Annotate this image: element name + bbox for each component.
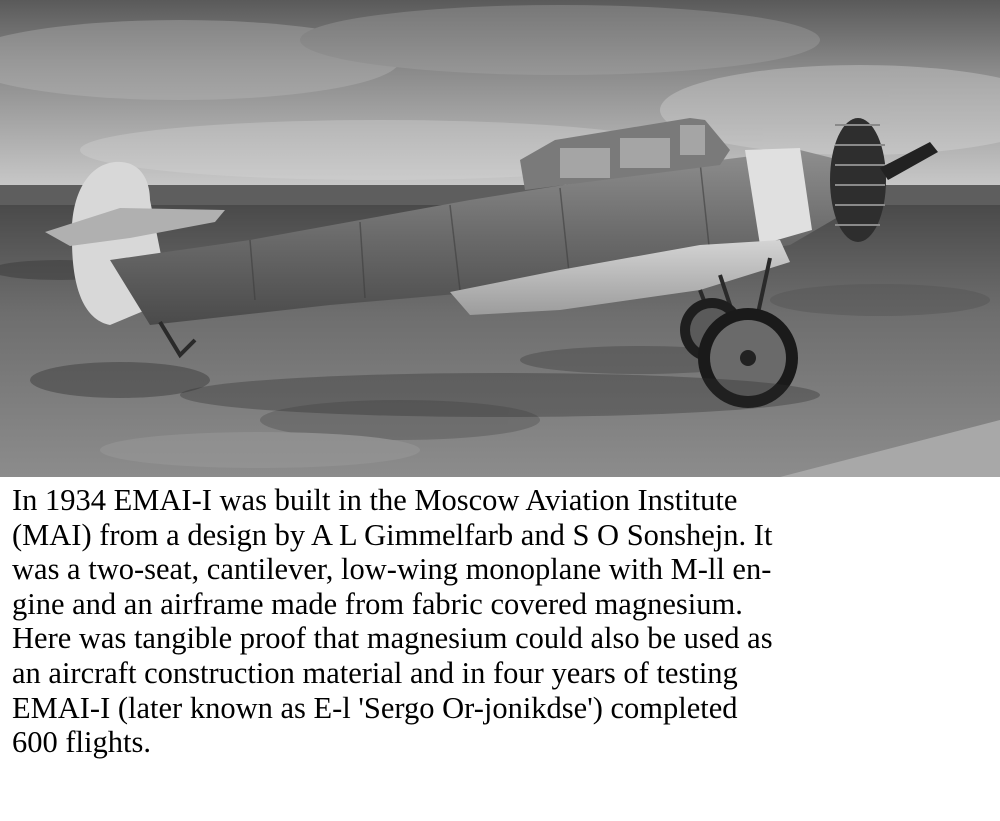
caption-line: In 1934 EMAI-I was built in the Moscow Aviation Institute xyxy=(12,483,738,517)
caption-line: EMAI-I (later known as E-l 'Sergo Or-jonikdse') completed xyxy=(12,690,738,725)
caption-line: 600 flights. xyxy=(12,725,151,760)
caption-line: Here was tangible proof that magnesium could also be used as xyxy=(12,621,773,656)
caption-line: (MAI) from a design by A L Gimmelfarb and S O Sonshejn. It xyxy=(12,517,773,552)
caption-line: an aircraft construction material and in four years of testing xyxy=(12,655,738,690)
radial-engine xyxy=(830,118,886,242)
airplane-shadow xyxy=(180,373,820,417)
caption-line: gine and an airframe made from fabric covered magnesium. xyxy=(12,586,743,621)
caption xyxy=(12,483,992,760)
caption-line: was a two-seat, cantilever, low-wing monoplane with M-ll en- xyxy=(12,552,772,587)
main-wheel-hub xyxy=(740,350,756,366)
